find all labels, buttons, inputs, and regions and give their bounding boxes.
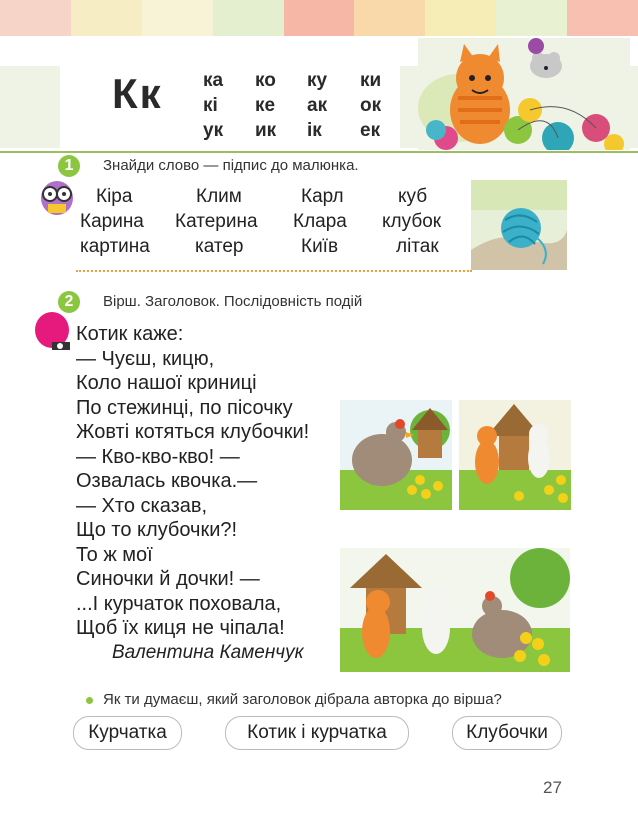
stripe-segment: [496, 0, 567, 36]
syllable: ик: [255, 120, 277, 141]
hen-and-well-picture: [340, 400, 452, 510]
header-divider: [0, 151, 638, 153]
answer-option-kotyk-i-kurchatka[interactable]: Котик і курчатка: [225, 716, 409, 750]
word: Київ: [301, 236, 339, 257]
poem-line: ...І курчаток поховала,: [76, 592, 282, 615]
syllable: ік: [307, 120, 322, 141]
answer-option-kurchatka[interactable]: Курчатка: [73, 716, 182, 750]
page-number: 27: [543, 778, 562, 797]
poem-line: Котик каже:: [76, 323, 184, 345]
cat-with-yarn-illustration: [418, 38, 630, 150]
letter-heading: Кк: [112, 70, 163, 117]
poem-line: — Чуєш, кицю,: [76, 347, 215, 370]
poem-line: Коло нашої криниці: [76, 372, 257, 394]
word: катер: [195, 236, 244, 257]
task-instruction: Вірш. Заголовок. Послідовність подій: [103, 293, 363, 310]
word: картина: [80, 236, 150, 257]
word: куб: [398, 186, 428, 207]
question-text: Як ти думаєш, який заголовок дібрала авторка до вірша?: [103, 691, 502, 708]
poem-line: — Кво-кво-кво! —: [76, 445, 240, 468]
stripe-segment: [425, 0, 496, 36]
word: Карина: [80, 211, 144, 232]
syllable: ук: [203, 120, 224, 141]
syllable: ки: [360, 70, 382, 91]
poem-line: Щоб їх киця не чіпала!: [76, 617, 285, 639]
word: Клим: [196, 186, 242, 207]
poem-line: Озвалась квочка.—: [76, 470, 258, 492]
poem-line: — Хто сказав,: [76, 494, 208, 517]
header-letter-panel: [60, 58, 400, 158]
word: Катерина: [175, 211, 258, 232]
answer-option-klubochky[interactable]: Клубочки: [452, 716, 562, 750]
syllable: ка: [203, 70, 224, 91]
poem-line: То ж мої: [76, 543, 153, 566]
dotted-divider: [76, 270, 472, 272]
poem-author: Валентина Каменчук: [112, 642, 304, 663]
stripe-segment: [142, 0, 213, 36]
cats-at-well-picture: [459, 400, 571, 510]
stripe-segment: [213, 0, 284, 36]
owl-mascot-icon: [38, 176, 76, 216]
stripe-segment: [71, 0, 142, 36]
syllable: ок: [360, 95, 382, 116]
cats-and-hen-picture: [340, 548, 570, 672]
poem-line: Що то клубочки?!: [76, 519, 238, 541]
stripe-segment: [567, 0, 638, 36]
mascot-character-icon: [34, 310, 74, 354]
stripe-segment: [0, 0, 71, 36]
poem-line: По стежинці, по пісочку: [76, 396, 293, 419]
poem-line: Синочки й дочки! —: [76, 568, 260, 590]
task-instruction: Знайди слово — підпис до малюнка.: [103, 157, 359, 174]
stripe-segment: [284, 0, 355, 36]
syllable: ек: [360, 120, 381, 141]
bullet-dot: [86, 697, 93, 704]
syllable: ак: [307, 95, 328, 116]
syllable: ко: [255, 70, 276, 91]
poem-line: Жовті котяться клубочки!: [76, 421, 310, 443]
word: літак: [396, 236, 439, 257]
syllable: ке: [255, 95, 276, 116]
task-number-badge: 1: [58, 155, 80, 177]
stripe-segment: [354, 0, 425, 36]
yarn-ball-picture: [471, 180, 567, 270]
word: клубок: [382, 211, 442, 232]
word: Кіра: [96, 186, 133, 207]
poem: [76, 322, 309, 641]
task-number-badge: 2: [58, 291, 80, 313]
word: Карл: [301, 186, 344, 207]
word: Клара: [293, 211, 347, 232]
syllable: кі: [203, 95, 218, 116]
syllable: ку: [307, 70, 328, 91]
top-color-stripe: [0, 0, 638, 36]
